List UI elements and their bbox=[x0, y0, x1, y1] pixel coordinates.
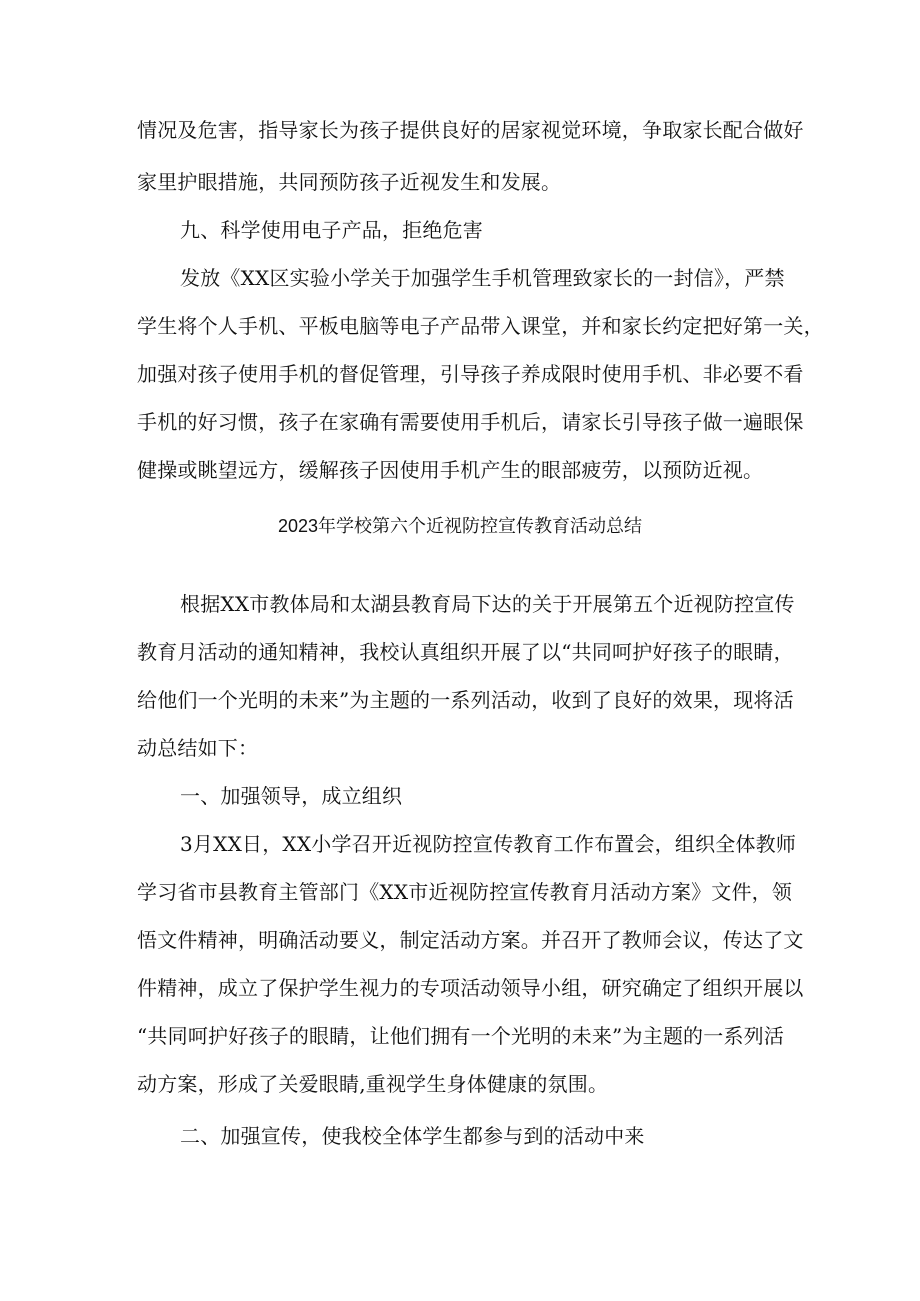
paragraph-line: 件精神，成立了保护学生视力的专项活动领导小组，研究确定了组织开展以 bbox=[137, 976, 804, 1000]
paragraph-line: 学生将个人手机、平板电脑等电子产品带入课堂，并和家长约定把好第一关， bbox=[137, 314, 824, 338]
paragraph-line: 学习省市县教育主管部门《XX市近视防控宣传教育月活动方案》文件，领 bbox=[137, 880, 793, 904]
document-title: 2023年学校第六个近视防控宣传教育活动总结 bbox=[277, 516, 643, 536]
paragraph-line: 教育月活动的通知精神，我校认真组织开展了以“共同呵护好孩子的眼睛， bbox=[137, 640, 794, 664]
paragraph-line: 健操或眺望远方，缓解孩子因使用手机产生的眼部疲劳，以预防近视。 bbox=[137, 458, 764, 482]
paragraph-line: 手机的好习惯，孩子在家确有需要使用手机后，请家长引导孩子做一遍眼保 bbox=[137, 410, 804, 434]
section-heading: 九、科学使用电子产品，拒绝危害 bbox=[180, 218, 483, 242]
paragraph-line: 悟文件精神，明确活动要义，制定活动方案。并召开了教师会议，传达了文 bbox=[137, 928, 804, 952]
paragraph-line: “共同呵护好孩子的眼睛，让他们拥有一个光明的未来”为主题的一系列活 bbox=[137, 1024, 785, 1048]
paragraph-line: 情况及危害，指导家长为孩子提供良好的居家视觉环境，争取家长配合做好 bbox=[137, 118, 804, 142]
paragraph-line: 3月XX日，XX小学召开近视防控宣传教育工作布置会，组织全体教师 bbox=[180, 832, 797, 856]
paragraph-line: 动总结如下： bbox=[137, 736, 259, 760]
paragraph-line: 家里护眼措施，共同预防孩子近视发生和发展。 bbox=[137, 170, 562, 194]
paragraph-line: 给他们一个光明的未来”为主题的一系列活动，收到了良好的效果，现将活 bbox=[137, 688, 794, 712]
paragraph-line: 发放《XX区实验小学关于加强学生手机管理致家长的一封信》，严禁 bbox=[180, 266, 785, 290]
paragraph-line: 根据XX市教体局和太湖县教育局下达的关于开展第五个近视防控宣传 bbox=[180, 592, 795, 616]
paragraph-line: 动方案，形成了关爱眼睛,重视学生身体健康的氛围。 bbox=[137, 1072, 609, 1096]
section-heading: 二、加强宣传，使我校全体学生都参与到的活动中来 bbox=[180, 1124, 645, 1148]
section-heading: 一、加强领导，成立组织 bbox=[180, 784, 403, 808]
paragraph-line: 加强对孩子使用手机的督促管理，引导孩子养成限时使用手机、非必要不看 bbox=[137, 362, 804, 386]
